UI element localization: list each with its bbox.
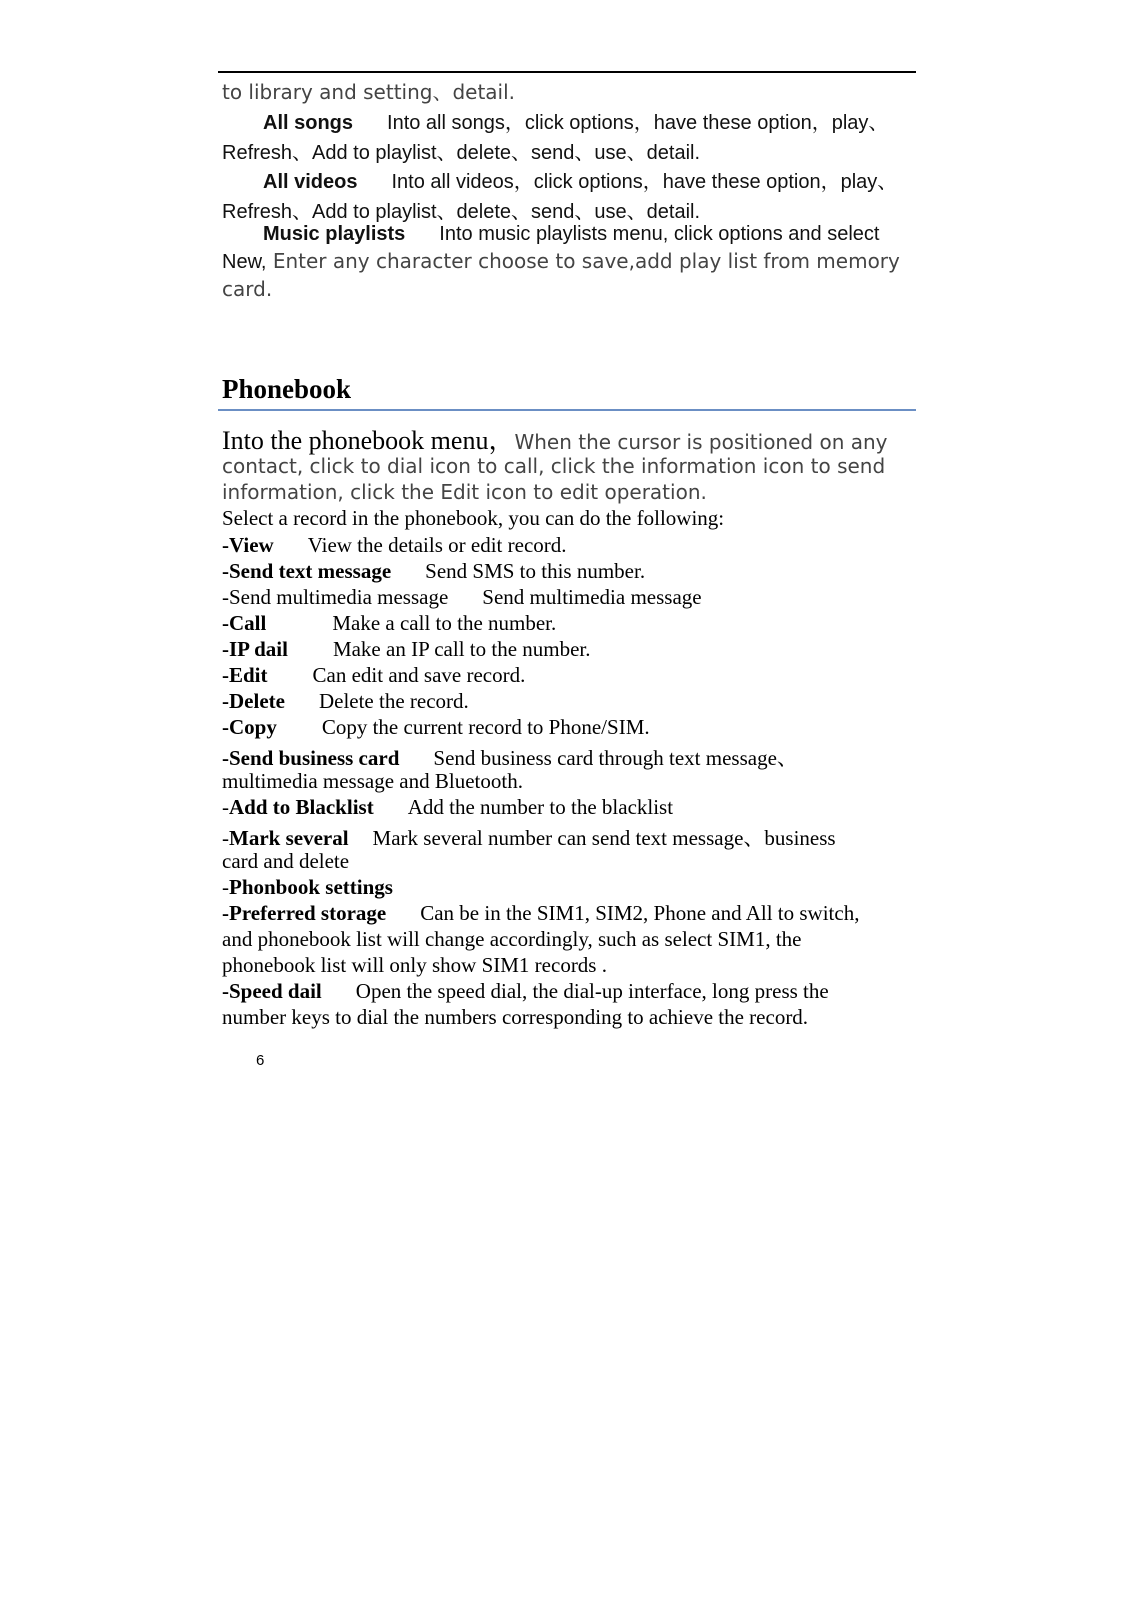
phonebook-intro-3: information, click the Edit icon to edit operation.: [222, 480, 707, 504]
item-speed: [222, 979, 829, 1004]
item-copy-label: -Copy: [222, 715, 277, 739]
item-mms-label: -Send multimedia message: [222, 585, 449, 609]
item-mark-desc: Mark several number can send text message、business: [372, 826, 836, 850]
item-copy-desc: Copy the current record to Phone/SIM.: [321, 715, 650, 739]
item-call: [222, 611, 556, 636]
phonebook-intro-1: When the cursor is positioned on any: [514, 430, 888, 454]
music-playlists-text: Into music playlists menu, click options and select: [439, 223, 880, 245]
item-ip: [222, 637, 591, 662]
item-mark: [222, 822, 836, 852]
item-copy: [222, 715, 650, 740]
music-playlists-label: Music playlists: [263, 223, 406, 245]
item-storage-label: -Preferred storage: [222, 901, 387, 925]
item-edit-label: -Edit: [222, 663, 268, 687]
item-mark-dash: -: [222, 826, 229, 850]
item-call-label: -Call: [222, 611, 267, 635]
all-songs-label: All songs: [263, 112, 354, 134]
item-sms-desc: Send SMS to this number.: [425, 559, 646, 583]
top-rule: [218, 71, 916, 73]
item-view: [222, 533, 567, 558]
heading-rule: [218, 409, 916, 411]
item-call-desc: Make a call to the number.: [332, 611, 557, 635]
item-blacklist: [222, 795, 673, 820]
item-card-desc-2: multimedia message and Bluetooth.: [222, 769, 523, 793]
item-storage-desc-3: phonebook list will only show SIM1 records .: [222, 953, 607, 977]
item-speed-desc: Open the speed dial, the dial-up interface, long press the: [355, 979, 829, 1003]
all-videos-text: Into all videos，click options，have these option，play、: [391, 171, 898, 193]
phonebook-heading: Phonebook: [222, 374, 352, 404]
item-ip-label: -IP dail: [222, 637, 288, 661]
item-blacklist-label: Add to Blacklist: [229, 795, 374, 819]
phonebook-intro-2: contact, click to dial icon to call, click the information icon to send: [222, 454, 886, 478]
item-settings-label: Phonbook settings: [229, 875, 393, 899]
all-videos-line: [263, 165, 897, 194]
item-speed-label: -Speed dail: [222, 979, 322, 1003]
item-ip-desc: Make an IP call to the number.: [332, 637, 591, 661]
item-storage: [222, 901, 859, 926]
item-sms-label: -Send text message: [222, 559, 392, 583]
item-card: [222, 742, 798, 772]
all-songs-text: Into all songs，click options，have these option，play、: [387, 112, 889, 134]
item-delete-label: -Delete: [222, 689, 285, 713]
item-delete-desc: Delete the record.: [318, 689, 469, 713]
item-mms: [222, 585, 702, 610]
music-playlists-text2: Enter any character choose to save,add play list from memory: [266, 249, 900, 273]
item-edit: [222, 663, 525, 688]
phonebook-intro-line: [222, 420, 888, 457]
item-mark-desc-2: card and delete: [222, 849, 350, 873]
item-mark-label: Mark several: [229, 826, 349, 850]
item-storage-desc: Can be in the SIM1, SIM2, Phone and All to switch,: [420, 901, 860, 925]
all-songs-options: Refresh、Add to playlist、delete、send、use、detail.: [222, 142, 701, 164]
phonebook-select: Select a record in the phonebook, you can do the following:: [222, 506, 725, 530]
item-settings-dash: -: [222, 875, 229, 899]
item-sms: [222, 559, 645, 584]
music-playlists-line: [263, 223, 879, 246]
item-view-desc: View the details or edit record.: [307, 533, 567, 557]
item-blacklist-dash: -: [222, 795, 229, 819]
item-mms-desc: Send multimedia message: [482, 585, 702, 609]
page-number: 6: [256, 1052, 265, 1069]
item-card-desc: Send business card through text message、: [433, 746, 798, 770]
item-view-label: -View: [222, 533, 274, 557]
item-storage-desc-2: and phonebook list will change accordingly, such as select SIM1, the: [222, 927, 802, 951]
music-playlists-new: New,: [222, 251, 267, 273]
item-edit-desc: Can edit and save record.: [312, 663, 526, 687]
all-videos-options: Refresh、Add to playlist、delete、send、use、detail.: [222, 201, 701, 223]
intro-line: to library and setting、detail.: [222, 80, 516, 104]
all-songs-line: [263, 106, 888, 135]
item-blacklist-desc: Add the number to the blacklist: [407, 795, 674, 819]
item-delete: [222, 689, 469, 714]
item-speed-desc-2: number keys to dial the numbers corresponding to achieve the record.: [222, 1005, 809, 1029]
music-playlists-line2: [222, 249, 900, 274]
item-settings: [222, 875, 393, 900]
phonebook-intro-large: Into the phonebook menu，: [222, 426, 515, 455]
all-videos-label: All videos: [263, 171, 358, 193]
music-playlists-line3: card.: [222, 277, 273, 301]
item-card-label: -Send business card: [222, 746, 400, 770]
